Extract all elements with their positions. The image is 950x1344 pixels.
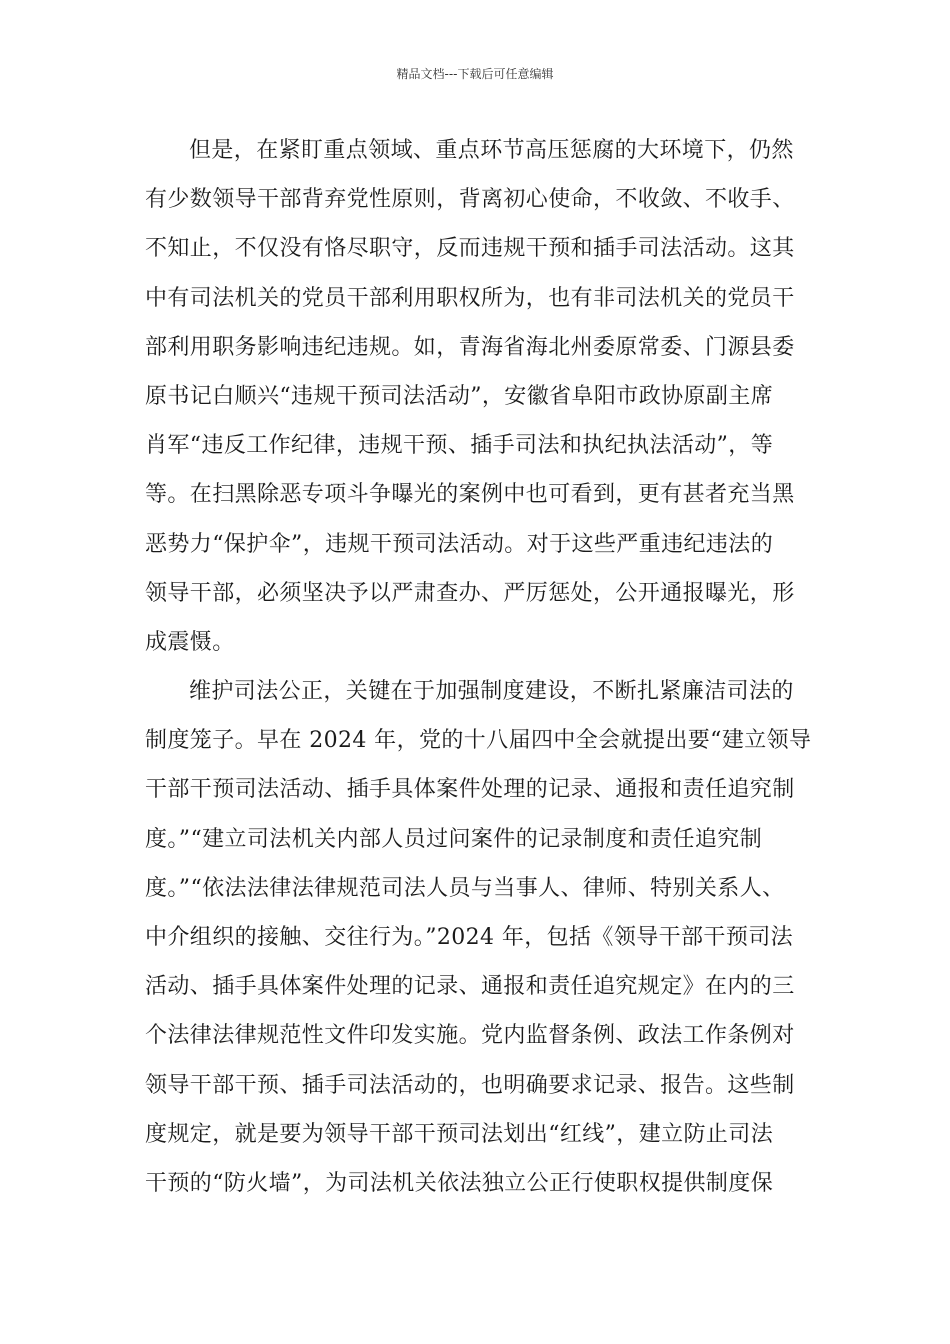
text-line: 度。”“建立司法机关内部人员过问案件的记录制度和责任追究制 — [145, 826, 763, 852]
text-line: 干部干预司法活动、插手具体案件处理的记录、通报和责任追究制 — [145, 777, 795, 803]
text-line: 度。”“依法法律法律规范司法人员与当事人、律师、特别关系人、 — [145, 875, 785, 901]
text-line: 有少数领导干部背弃党性原则，背离初心使命，不收敛、不收手、 — [145, 187, 795, 213]
text-line: 干预的“防火墙”，为司法机关依法独立公正行使职权提供制度保 — [145, 1170, 774, 1196]
text-line: 肖军“违反工作纪律，违规干预、插手司法和执纪执法活动”，等 — [145, 433, 774, 459]
page-header: 精品文档---下载后可任意编辑 — [396, 67, 554, 81]
paragraph-2 — [145, 667, 815, 1208]
text-line: 成震慑。 — [145, 629, 235, 655]
text-line: 领导干部干预、插手司法活动的，也明确要求记录、报告。这些制 — [145, 1072, 795, 1098]
text-line: 原书记白顺兴“违规干预司法活动”，安徽省阜阳市政协原副主席 — [145, 383, 774, 409]
text-line: 活动、插手具体案件处理的记录、通报和责任追究规定》在内的三 — [145, 974, 795, 1000]
text-line: 等。在扫黑除恶专项斗争曝光的案例中也可看到，更有甚者充当黑 — [145, 482, 795, 508]
text-line: 领导干部，必须坚决予以严肃查办、严厉惩处，公开通报曝光，形 — [145, 580, 795, 606]
text-line: 个法律法律规范性文件印发实施。党内监督条例、政法工作条例对 — [145, 1023, 795, 1049]
paragraph-1 — [145, 126, 815, 667]
text-line: 中有司法机关的党员干部利用职权所为，也有非司法机关的党员干 — [145, 285, 795, 311]
text-line: 恶势力“保护伞”，违规干预司法活动。对于这些严重违纪违法的 — [145, 531, 774, 557]
text-line: 不知止，不仅没有恪尽职守，反而违规干预和插手司法活动。这其 — [145, 236, 795, 262]
text-line: 部利用职务影响违纪违规。如，青海省海北州委原常委、门源县委 — [145, 334, 795, 360]
text-line: 制度笼子。早在 2024 年，党的十八届四中全会就提出要“建立领导 — [145, 728, 812, 754]
document-body — [145, 126, 815, 1208]
text-line: 中介组织的接触、交往行为。”2024 年，包括《领导干部干预司法 — [145, 925, 794, 950]
text-line: 但是，在紧盯重点领域、重点环节高压惩腐的大环境下，仍然 — [189, 138, 794, 163]
text-line: 维护司法公正，关键在于加强制度建设，不断扎紧廉洁司法的 — [189, 679, 794, 705]
text-line: 度规定，就是要为领导干部干预司法划出“红线”，建立防止司法 — [145, 1121, 774, 1147]
